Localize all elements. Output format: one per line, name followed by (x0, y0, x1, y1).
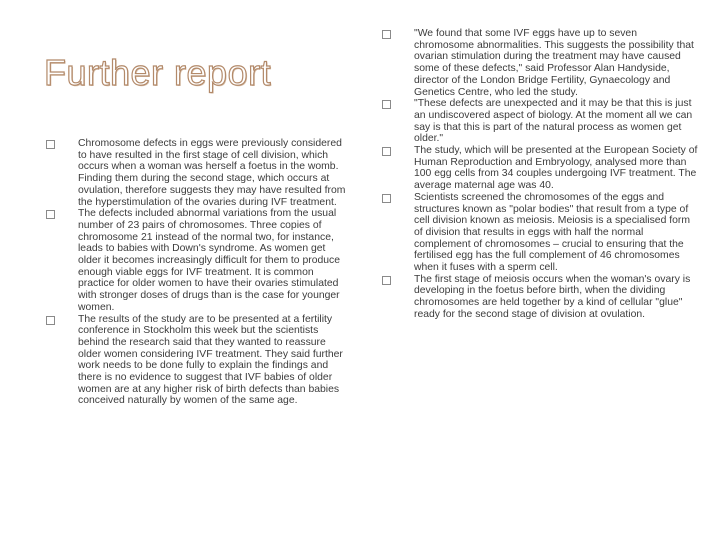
square-bullet-icon (46, 316, 55, 325)
paragraph: Scientists screened the chromosomes of the eggs and structures known as "polar bodies" that result from a type of cell division known as meiosis. Meiosis is a specialised form of division that results in eggs with half the normal complement of chromosomes – crucial to ensuring that the fertilised egg has the full complement of 46 chromosomes when it fuses with a sperm cell. (414, 191, 691, 274)
list-item (382, 145, 698, 192)
square-bullet-icon (382, 30, 391, 39)
paragraph: Chromosome defects in eggs were previously considered to have resulted in the first stage of cell division, which occurs when a woman was herself a foetus in the womb. Finding them during the second stage, which occurs at ovulation, therefore suggests they may have resulted from the hyperstimulation of the ovaries during IVF treatment. (78, 138, 346, 208)
list-item (46, 314, 350, 408)
slide-title: Further report (44, 52, 272, 93)
list-item (382, 274, 698, 321)
list-item (382, 192, 698, 274)
list-item (46, 138, 350, 208)
square-bullet-icon (382, 194, 391, 203)
paragraph: The first stage of meiosis occurs when the woman's ovary is developing in the foetus before birth, when the dividing chromosomes are held together by a kind of cellular "glue" ready for the second stage of division at ovulation. (414, 273, 691, 320)
square-bullet-icon (46, 210, 55, 219)
square-bullet-icon (382, 276, 391, 285)
paragraph: "We found that some IVF eggs have up to seven chromosome abnormalities. This suggests the possibility that ovarian stimulation during the treatment may have caused some of these defects," said Professor Alan Handyside, director of the London Bridge Fertility, Gynaecology and Genetics Centre, who led the study. (414, 28, 694, 98)
square-bullet-icon (382, 100, 391, 109)
right-column (382, 28, 698, 321)
paragraph: "These defects are unexpected and it may be that this is just an undiscovered aspect of biology. At the moment all we can say is that this is part of the natural process as women get older." (414, 98, 693, 145)
paragraph: The results of the study are to be presented at a fertility conference in Stockholm this week but the scientists behind the research said that they wanted to reassure older women considering IVF treatment. They said further work needs to be done fully to explain the findings and there is no evidence to suggest that IVF babies of older women are at any higher risk of birth defects than babies conceived naturally by women of the same age. (78, 313, 343, 407)
list-item (382, 28, 698, 98)
list-item (46, 208, 350, 313)
paragraph: The defects included abnormal variations from the usual number of 23 pairs of chromosomes. Three copies of chromosome 21 instead of the normal two, for instance, leads to babies with Down's syndrome. As women get older it becomes increasingly difficult for them to produce enough viable eggs for IVF treatment. It is common practice for older women to have their ovaries stimulated with stronger doses of drugs than is the case for younger women. (78, 208, 341, 313)
paragraph: The study, which will be presented at the European Society of Human Reproduction and Embryology, analysed more than 100 egg cells from 34 couples undergoing IVF treatment. The average maternal age was 40. (414, 145, 698, 192)
square-bullet-icon (382, 147, 391, 156)
list-item (382, 98, 698, 145)
left-column (46, 138, 350, 407)
square-bullet-icon (46, 140, 55, 149)
